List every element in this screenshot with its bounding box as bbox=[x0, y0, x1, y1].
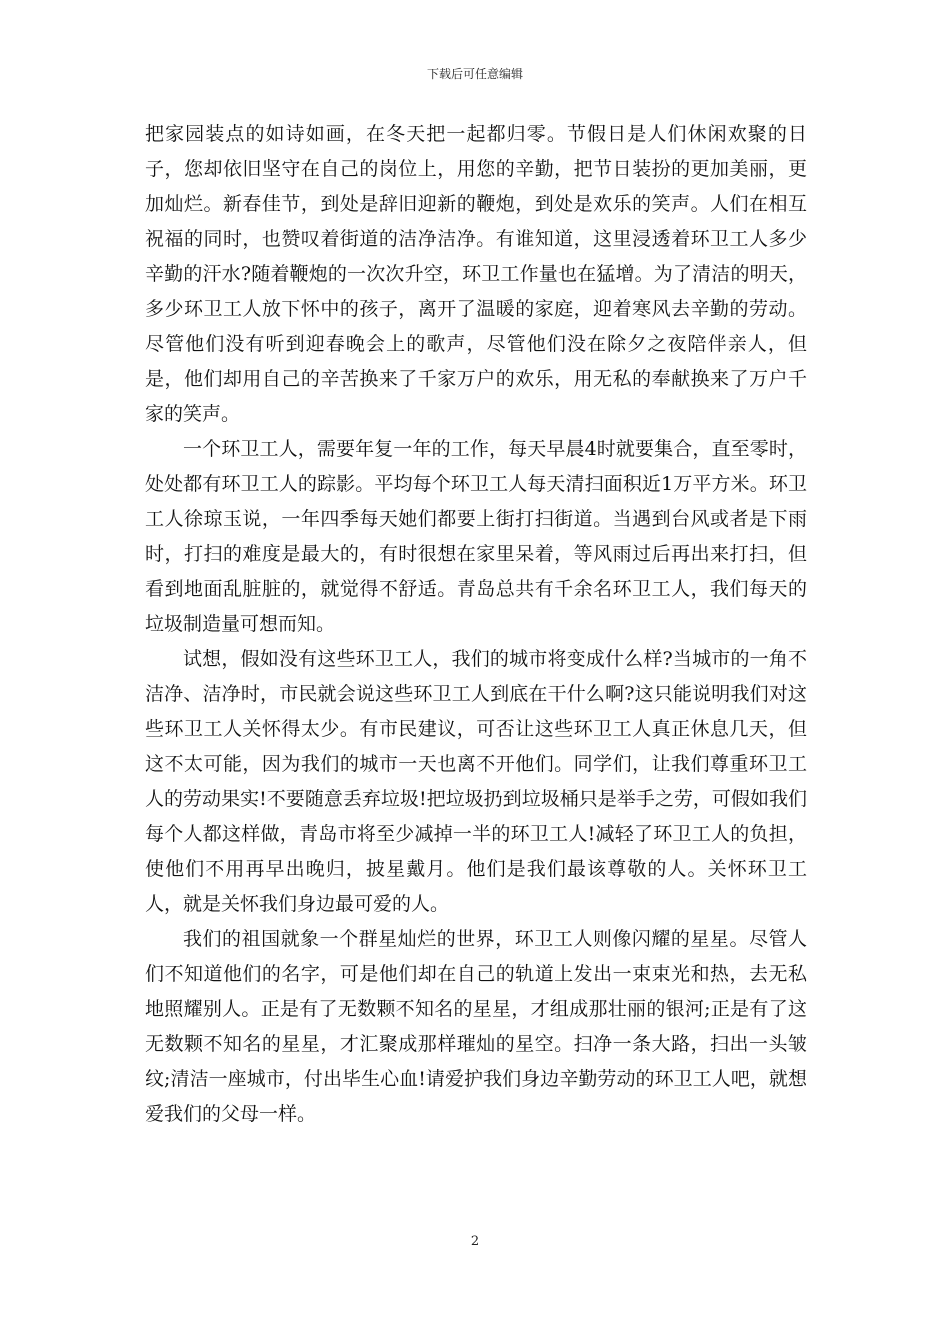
page-number: 2 bbox=[470, 1234, 480, 1249]
paragraph-3: 试想，假如没有这些环卫工人，我们的城市将变成什么样?当城市的一角不洁净、洁净时，市民就会说这些环卫工人到底在干什么啊?这只能说明我们对这些环卫工人关怀得太少。有市民建议，可否让这些环卫工人真正休息几天，但这不太可能，因为我们的城市一天也离不开他们。同学们，让我们尊重环卫工人的劳动果实!不要随意丢弃垃圾!把垃圾扔到垃圾桶只是举手之劳，可假如我们每个人都这样做，青岛市将至少减掉一半的环卫工人!减轻了环卫工人的负担，使他们不用再早出晚归，披星戴月。他们是我们最该尊敬的人。关怀环卫工人，就是关怀我们身边最可爱的人。 bbox=[145, 648, 807, 915]
paragraph-2: 一个环卫工人，需要年复一年的工作，每天早晨4时就要集合，直至零时，处处都有环卫工人的踪影。平均每个环卫工人每天清扫面积近1万平方米。环卫工人徐琼玉说，一年四季每天她们都要上街打扫街道。当遇到台风或者是下雨时，打扫的难度是最大的，有时很想在家里呆着，等风雨过后再出来打扫，但看到地面乱脏脏的，就觉得不舒适。青岛总共有千余名环卫工人，我们每天的垃圾制造量可想而知。 bbox=[145, 438, 807, 635]
document-body bbox=[145, 117, 807, 1132]
paragraph-4: 我们的祖国就象一个群星灿烂的世界，环卫工人则像闪耀的星星。尽管人们不知道他们的名字，可是他们却在自己的轨道上发出一束束光和热，去无私地照耀别人。正是有了无数颗不知名的星星，才组成那壮丽的银河;正是有了这无数颗不知名的星星，才汇聚成那样璀灿的星空。扫净一条大路，扫出一头皱纹;清洁一座城市，付出毕生心血!请爱护我们身边辛勤劳动的环卫工人吧，就想爱我们的父母一样。 bbox=[145, 928, 807, 1125]
page-header: 下载后可任意编辑 bbox=[426, 67, 523, 81]
paragraph-1: 把家园装点的如诗如画，在冬天把一起都归零。节假日是人们休闲欢聚的日子，您却依旧坚守在自己的岗位上，用您的辛勤，把节日装扮的更加美丽，更加灿烂。新春佳节，到处是辞旧迎新的鞭炮，到处是欢乐的笑声。人们在相互祝福的同时，也赞叹着街道的洁净洁净。有谁知道，这里浸透着环卫工人多少辛勤的汗水?随着鞭炮的一次次升空，环卫工作量也在猛增。为了清洁的明天，多少环卫工人放下怀中的孩子，离开了温暖的家庭，迎着寒风去辛勤的劳动。尽管他们没有听到迎春晚会上的歌声，尽管他们没在除夕之夜陪伴亲人，但是，他们却用自己的辛苦换来了千家万户的欢乐，用无私的奉献换来了万户千家的笑声。 bbox=[145, 123, 807, 425]
